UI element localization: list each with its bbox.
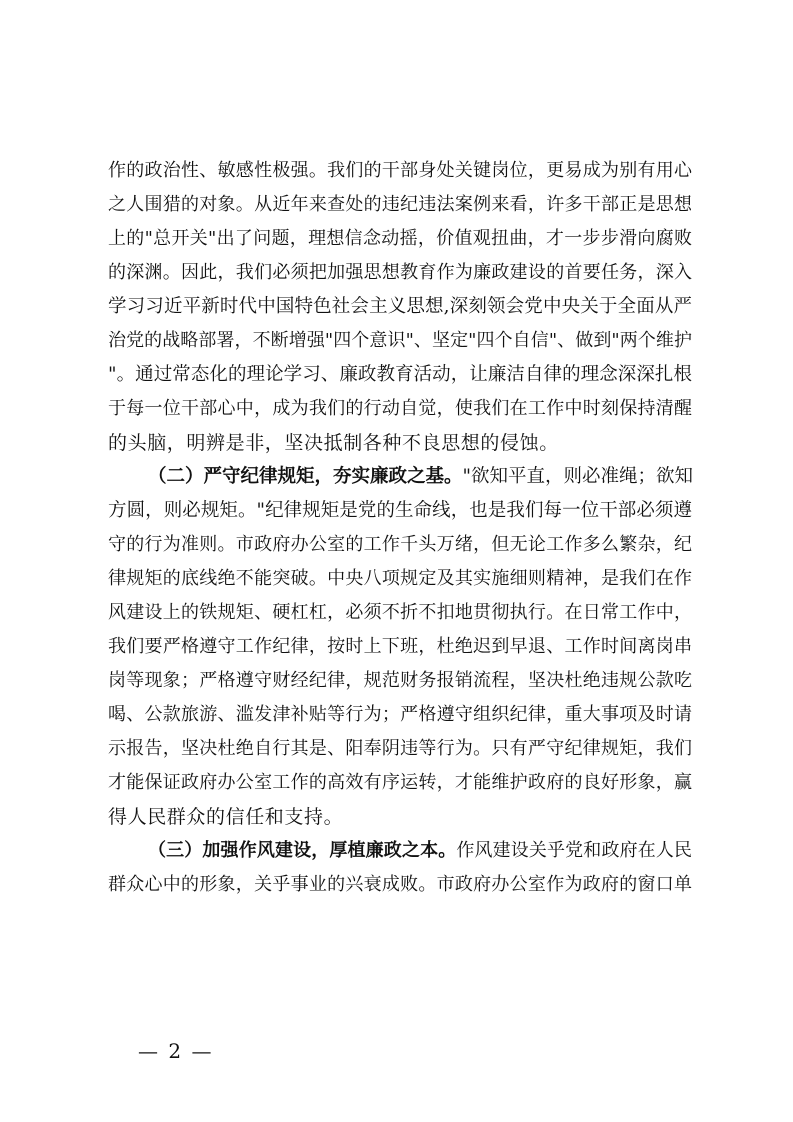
section-text: "欲知平直，则必准绳；欲知 — [462, 466, 694, 487]
section-heading: （二）严守纪律规矩，夯实廉政之基。 — [148, 466, 463, 487]
body-text-line: 喝、公款旅游、滥发津补贴等行为；严格遵守组织纪律，重大事项及时请 — [108, 704, 692, 725]
section-heading: （三）加强作风建设，厚植廉政之本。 — [148, 840, 457, 861]
body-text-line: 治党的战略部署，不断增强"四个意识"、坚定"四个自信"、做到"两个维护 — [108, 330, 692, 351]
body-text-line: 群众心中的形象，关乎事业的兴衰成败。市政府办公室作为政府的窗口单 — [108, 874, 692, 895]
body-text-line: 作的政治性、敏感性极强。我们的干部身处关键岗位，更易成为别有用心 — [108, 160, 692, 181]
section-text: 作风建设关乎党和政府在人民 — [456, 840, 692, 861]
body-text-line: 守的行为准则。市政府办公室的工作千头万绪，但无论工作多么繁杂，纪 — [108, 534, 692, 555]
body-text-line: 方圆，则必规矩。"纪律规矩是党的生命线，也是我们每一位干部必须遵 — [108, 500, 692, 521]
body-text-line: 的深渊。因此，我们必须把加强思想教育作为廉政建设的首要任务，深入 — [108, 262, 692, 283]
body-text-line: 示报告，坚决杜绝自行其是、阳奉阴违等行为。只有严守纪律规矩，我们 — [108, 738, 692, 759]
body-text-line: 得人民群众的信任和支持。 — [108, 806, 344, 828]
section-first-line — [148, 464, 692, 490]
body-text-line: 上的"总开关"出了问题，理想信念动摇，价值观扭曲，才一步步滑向腐败 — [108, 228, 692, 249]
page-number: — 2 — — [138, 1039, 214, 1063]
body-text-line: 律规矩的底线绝不能突破。中央八项规定及其实施细则精神，是我们在作 — [108, 568, 692, 589]
body-text-line: 风建设上的铁规矩、硬杠杠，必须不折不扣地贯彻执行。在日常工作中， — [108, 602, 692, 623]
body-text-line: 我们要严格遵守工作纪律，按时上下班，杜绝迟到早退、工作时间离岗串 — [108, 636, 692, 657]
body-text-line: 学习习近平新时代中国特色社会主义思想,深刻领会党中央关于全面从严 — [108, 296, 692, 317]
body-text-line: 于每一位干部心中，成为我们的行动自觉，使我们在工作中时刻保持清醒 — [108, 398, 692, 419]
body-text-line: 岗等现象；严格遵守财经纪律，规范财务报销流程，坚决杜绝违规公款吃 — [108, 670, 692, 691]
body-text-line: 才能保证政府办公室工作的高效有序运转，才能维护政府的良好形象，赢 — [108, 772, 692, 793]
body-text-line: 的头脑，明辨是非，坚决抵制各种不良思想的侵蚀。 — [108, 432, 559, 454]
body-text-line: 之人围猎的对象。从近年来查处的违纪违法案例来看，许多干部正是思想 — [108, 194, 692, 215]
section-first-line — [148, 838, 692, 864]
body-text-line: "。通过常态化的理论学习、廉政教育活动，让廉洁自律的理念深深扎根 — [108, 364, 692, 385]
